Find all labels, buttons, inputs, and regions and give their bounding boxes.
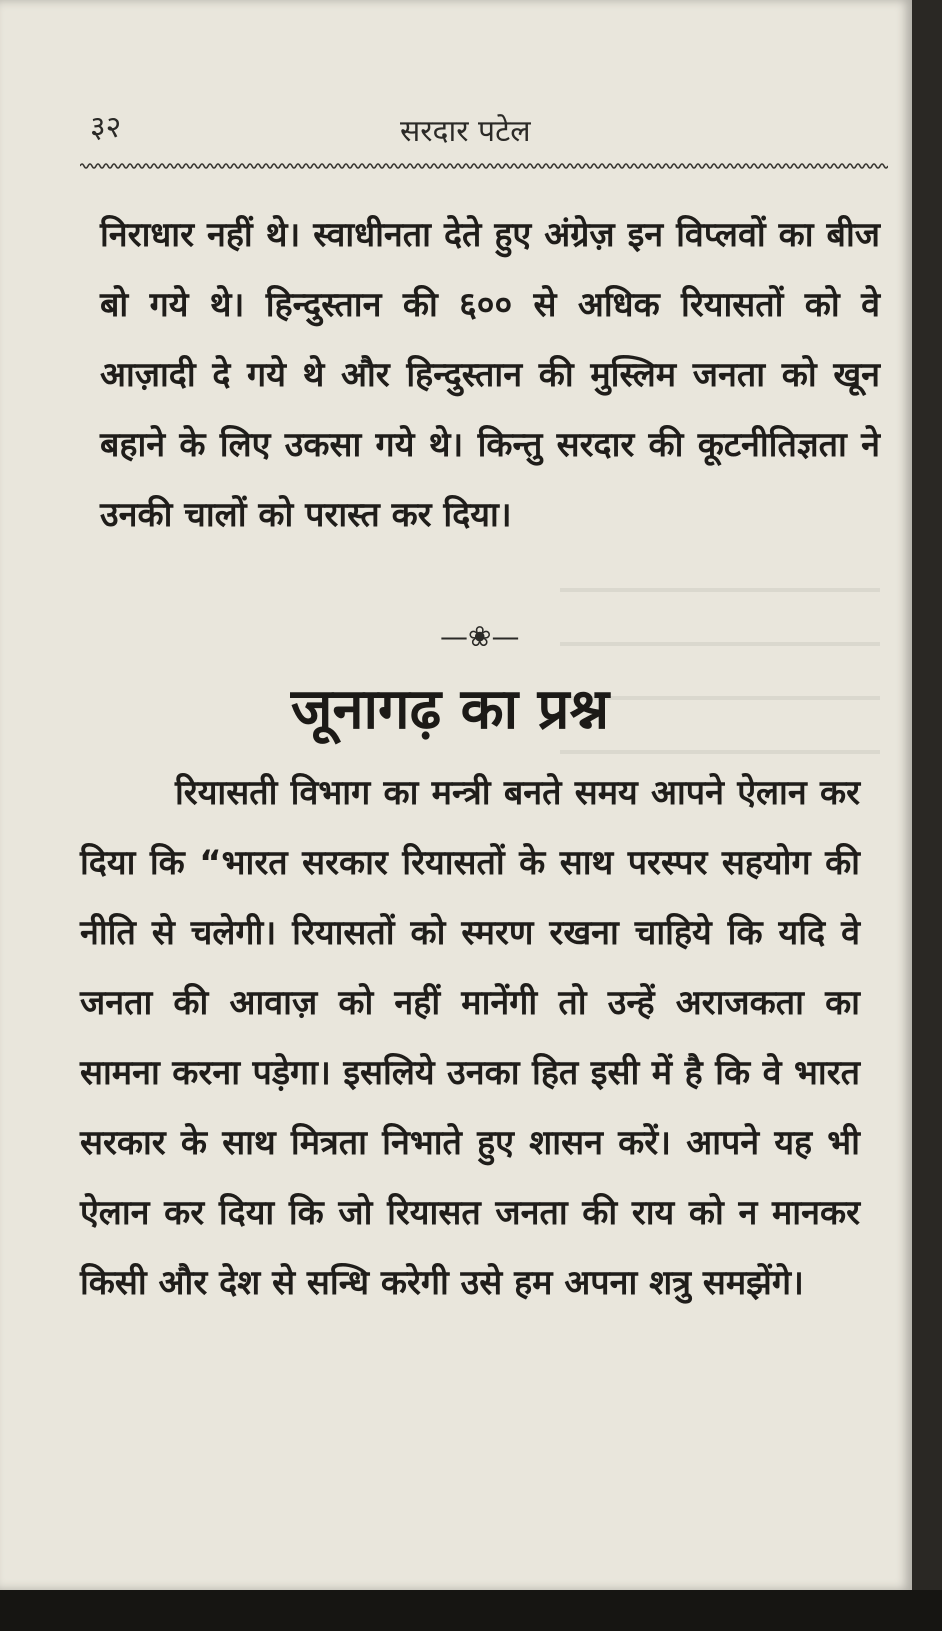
page-bottom-edge: [0, 1590, 942, 1631]
page-header: [80, 105, 880, 155]
page-edge: [912, 0, 942, 1631]
paragraph-2: रियासती विभाग का मन्त्री बनते समय आपने ऐलान कर दिया कि “भारत सरकार रियासतों के साथ परस्पर सहयोग की नीति से चलेगी। रियासतों को स्मरण रखना चाहिये कि यदि वे जनता की आवाज़ को नहीं मानेंगी तो उन्हें अराजकता का सामना करना पड़ेगा। इसलिये उनका हित इसी में है कि वे भारत सरकार के साथ मित्रता निभाते हुए शासन करें। आपने यह भी ऐलान कर दिया कि जो रियासत जनता की राय को न मानकर किसी और देश से सन्धि करेगी उसे हम अपना शत्रु समझेंगे।: [80, 773, 860, 1303]
running-head: सरदार पटेल: [400, 114, 531, 149]
section-title: जूनागढ़ का प्रश्न: [290, 677, 610, 742]
section-ornament: —❀—: [440, 620, 520, 653]
header-wavy-rule: [80, 158, 888, 174]
paragraph-1: निराधार नहीं थे। स्वाधीनता देते हुए अंग्रेज़ इन विप्लवों का बीज बो गये थे। हिन्दुस्तान की ६०० से अधिक रियासतों को वे आज़ादी दे गये थे और हिन्दुस्तान की मुस्लिम जनता को खून बहाने के लिए उकसा गये थे। किन्तु सरदार की कूटनीतिज्ञता ने उनकी चालों को परास्त कर दिया।: [100, 215, 880, 535]
page-number: ३२: [90, 110, 122, 145]
